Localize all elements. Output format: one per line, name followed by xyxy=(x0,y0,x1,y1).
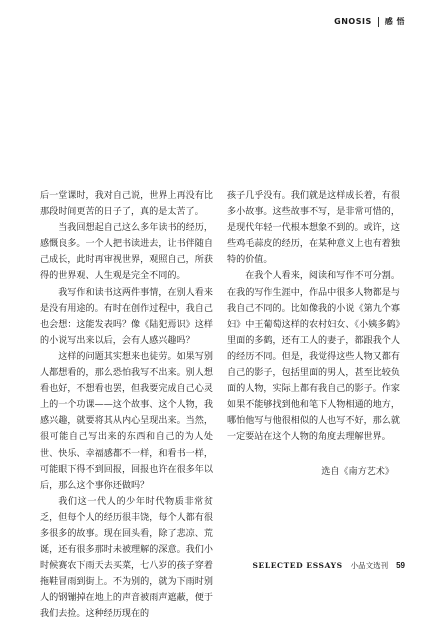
page-footer xyxy=(252,560,405,571)
paragraph: 我们这一代人的少年时代物质非常贫乏，但每个人的经历很丰饶，每个人都有很多很多的故事。现在回头看，除了悲凉、荒诞，还有很多那时未被理解的深意。我们小时候赛农下雨天去买菜，七八岁的孩子穿着拖鞋冒雨到街上。不为别的，就为下雨时别人的钢镚掉在地上的声音被雨声遮蔽，便于我们去捡。这种经历现在的 xyxy=(40,496,213,620)
paragraph: 后一堂课时，我对自己说，世界上再没有比那段时间更苦的日子了，真的是太苦了。 xyxy=(40,191,213,218)
paragraph: 孩子几乎没有。我们就是这样成长着，有很多小故事。这些故事不写，是非常可惜的，是现代年轻一代根本想象不到的。或许，这些鸡毛蒜皮的经历，在某种意义上也有着独特的价值。 xyxy=(227,191,400,266)
running-header xyxy=(334,16,405,27)
section-label: 感 悟 xyxy=(384,17,405,26)
paragraph: 我写作和读书这两件事情，在别人看来是没有用途的。有时在创作过程中，我自己也会想：这能发表吗？像《陆犯焉识》这样的小说写出来以后，会有人感兴趣吗？ xyxy=(40,287,213,346)
header-divider xyxy=(378,17,379,27)
paragraph: 当我回想起自己这么多年读书的经历，感慨良多。一个人把书读进去，让书伴随自己成长，此时再审视世界，观照自己，所获得的世界观、人生观是完全不同的。 xyxy=(40,223,213,282)
footer-magazine-english: SELECTED ESSAYS xyxy=(252,561,343,570)
paragraph: 这样的问题其实想来也徒劳。如果写别人都想看的，那么恐怕我写不出来。别人想看也好，不想看也罢，但我要完成自己心灵上的一个功课——这个故事、这个人物，我感兴趣，就要将其从内心呈现出来。当然，很可能自己写出来的东西和自己的为人处世、快乐、幸福感都不一样，和看书一样，可能眼下得不到回报，回报也许在很多年以后，那么这个事你还做吗？ xyxy=(40,351,213,491)
source-attribution: 选自《南方艺术》 xyxy=(321,466,394,477)
magazine-brand: GNOSIS xyxy=(334,17,372,26)
left-column xyxy=(40,188,213,623)
page-number: 59 xyxy=(396,561,405,570)
footer-magazine-chinese: 小品文选刊 xyxy=(350,561,389,570)
paragraph: 在我个人看来，阅读和写作不可分割。在我的写作生涯中，作品中很多人物都是与我自己不同的。比如像我的小说《第九个寡妇》中王葡萄这样的农村妇女、《小姨多鹤》里面的多鹤，还有工人的妻子，都跟我个人的经历不同。但是，我觉得这些人物又都有自己的影子，包括里面的男人，甚至比较负面的人物，实际上都有我自己的影子。作家如果不能够找到他和笔下人物相通的地方，哪怕他写与他很相似的人也写不好，那么就一定要站在这个人物的角度去理解世界。 xyxy=(227,271,400,443)
right-column xyxy=(227,188,400,623)
article-body xyxy=(40,188,400,623)
